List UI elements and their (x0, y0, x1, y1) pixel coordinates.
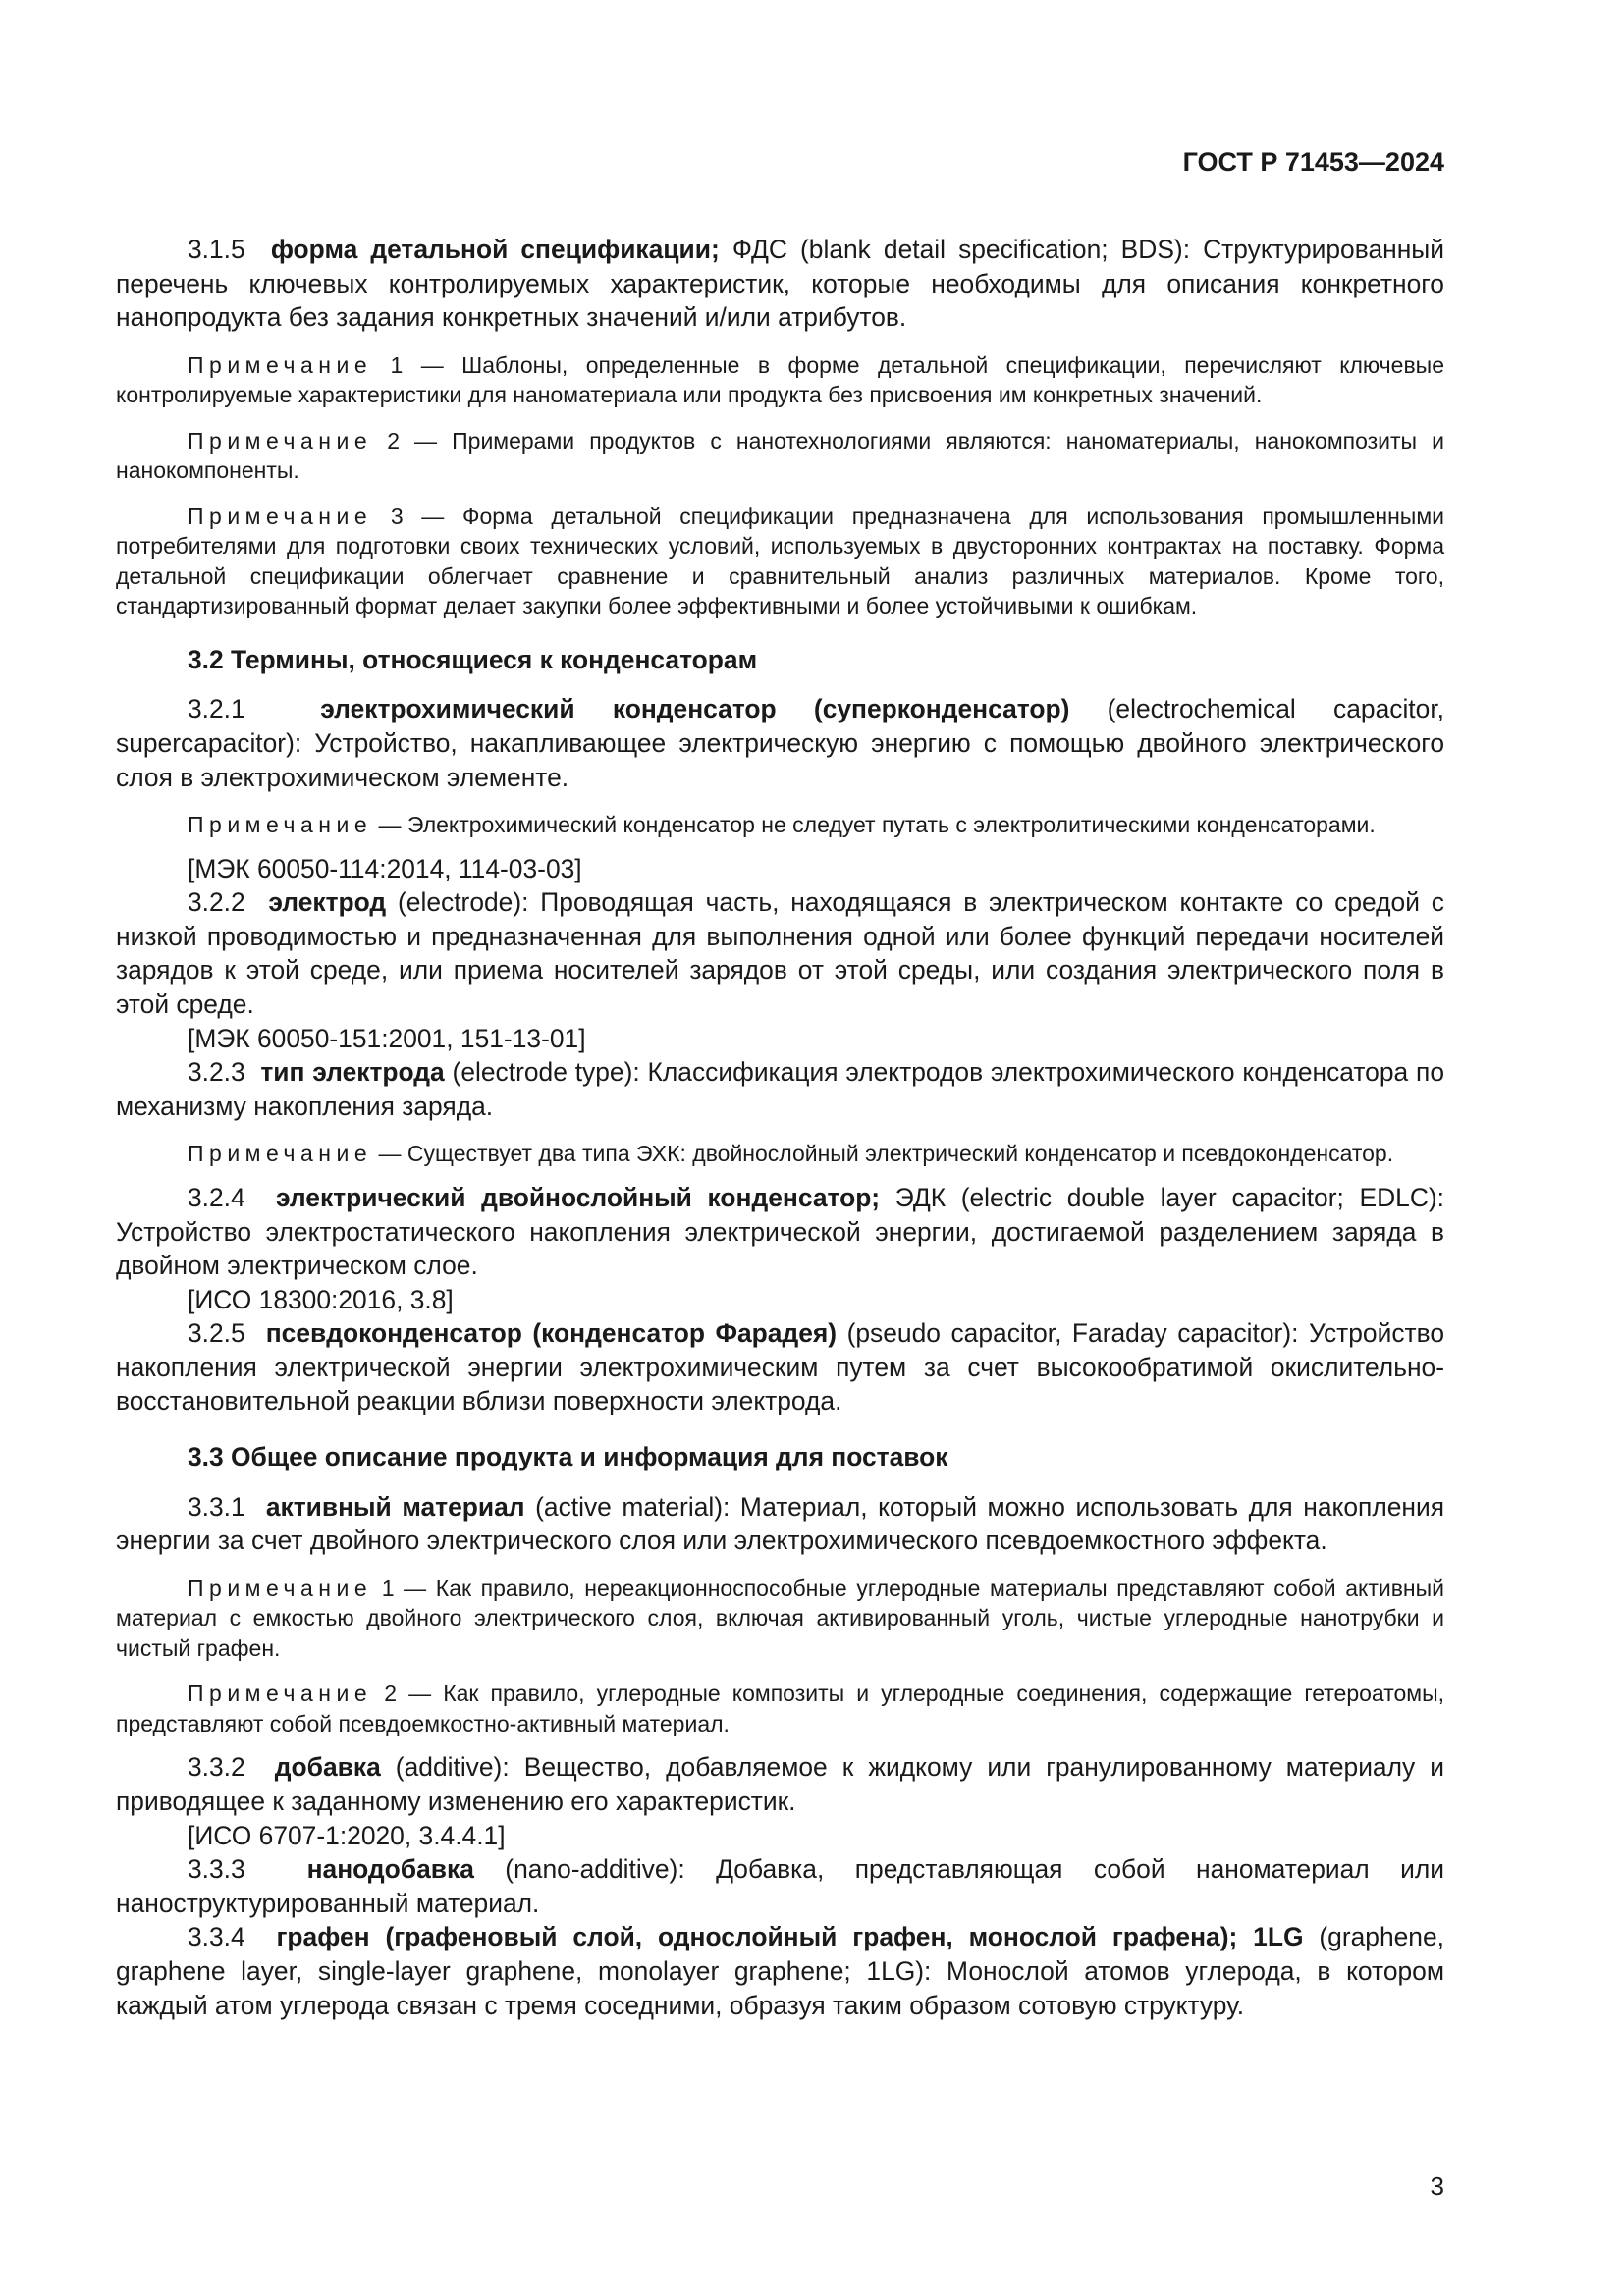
source-reference: [ИСО 18300:2016, 3.8] (188, 1284, 454, 1314)
source-reference: [МЭК 60050-151:2001, 151-13-01] (188, 1023, 586, 1053)
term-definition: (nano-additive): Добавка, представляющая собой наноматериал или наноструктурированный материал. (116, 1854, 1445, 1918)
section-heading-3-2: 3.2 Термины, относящиеся к конденсаторам (188, 644, 758, 674)
note-text: 1 — Как правило, нереакционноспособные углеродные материалы представляют собой активный материал с емкостью двойного электрического слоя, включая активированный уголь, чистые углеродные нанотрубки и чистый графен. (116, 1575, 1444, 1661)
term-entry-3-3-3 (116, 1852, 1444, 1920)
term-entry-3-2-4 (116, 1181, 1444, 1283)
term-number: 3.2.3 (188, 1057, 245, 1088)
term-number: 3.3.1 (188, 1491, 245, 1522)
term-name: активный материал (265, 1491, 525, 1522)
term-definition: (additive): Вещество, добавляемое к жидкому или гранулированному материалу и приводящее к заданному изменению его характеристик. (116, 1752, 1444, 1816)
note-3-2-3 (116, 1139, 1444, 1169)
note-label: Примечание (188, 503, 373, 529)
note-3-2-1 (116, 810, 1444, 840)
term-definition: ФДС (blank detail specification; BDS): Структурированный перечень ключевых контролируемых характеристик, которые необходимы для описания конкретного нанопродукта без задания конкретных значений и/или атрибутов. (116, 235, 1444, 333)
term-name: электрохимический конденсатор (суперконденсатор) (320, 694, 1070, 724)
note-text: 2 — Примерами продуктов с нанотехнологиями являются: наноматериалы, нанокомпозиты и нанокомпоненты. (116, 427, 1444, 484)
note-3-3-1-1 (116, 1574, 1444, 1664)
term-number: 3.3.2 (188, 1752, 245, 1783)
term-definition: (graphene, graphene layer, single-layer graphene, monolayer graphene; 1LG): Монослой атомов углерода, в котором каждый атом углерода связан с тремя соседними, образуя таким образом сотовую структуру. (116, 1922, 1444, 2020)
term-number: 3.3.3 (188, 1854, 245, 1885)
note-3-1-5-2 (116, 426, 1444, 486)
term-number: 3.2.2 (188, 887, 245, 918)
note-label: Примечание (188, 812, 373, 838)
note-3-1-5-3 (116, 502, 1444, 621)
term-name: форма детальной спецификации; (270, 235, 720, 264)
note-label: Примечание (188, 1681, 373, 1707)
term-definition: (electrode type): Классификация электродов электрохимического конденсатора по механизму накопления заряда. (116, 1057, 1444, 1121)
term-name: электрод (268, 887, 387, 918)
term-entry-3-2-2 (116, 885, 1444, 1021)
term-definition: ЭДК (electric double layer capacitor; EDLC): Устройство электростатического накопления электрической энергии, достигаемой разделением заряда в двойном электрическом слое. (116, 1182, 1445, 1281)
source-reference: [ИСО 6707-1:2020, 3.4.4.1] (188, 1820, 506, 1850)
note-3-1-5-1 (116, 350, 1444, 410)
note-text: — Электрохимический конденсатор не следует путать с электролитическими конденсаторами. (372, 812, 1376, 838)
term-entry-3-3-1 (116, 1490, 1444, 1558)
term-definition: (electrode): Проводящая часть, находящаяся в электрическом контакте со средой с низкой проводимостью и предназначенная для выполнения одной или более функций передачи носителей зарядов к этой среде, или приема носителей зарядов от этой среды, или создания электрического поля в этой среде. (116, 887, 1445, 1020)
note-text: 3 — Форма детальной спецификации предназначена для использования промышленными потребителями для подготовки своих технических условий, используемых в двусторонних контрактах на поставку. Форма детальной спецификации облегчает сравнение и сравнительный анализ различных материалов. Кроме того, стандартизированный формат делает закупки более эффективными и более устойчивыми к ошибкам. (116, 503, 1444, 619)
document-header: ГОСТ Р 71453—2024 (1182, 147, 1444, 177)
term-number: 3.2.4 (188, 1182, 245, 1212)
term-entry-3-2-3 (116, 1055, 1444, 1123)
term-entry-3-2-1 (116, 692, 1444, 794)
note-label: Примечание (188, 427, 373, 454)
term-entry-3-2-5 (116, 1316, 1444, 1418)
page-number: 3 (1430, 2171, 1444, 2201)
term-name: графен (графеновый слой, однослойный графен, монослой графена); 1LG (276, 1922, 1304, 1952)
term-number: 3.1.5 (188, 235, 245, 264)
term-number: 3.2.1 (188, 694, 245, 724)
term-entry-3-3-2 (116, 1750, 1444, 1818)
term-name: добавка (274, 1752, 381, 1783)
note-text: 1 — Шаблоны, определенные в форме детальной спецификации, перечисляют ключевые контролируемые характеристики для наноматериала или продукта без присвоения им конкретных значений. (116, 351, 1444, 408)
note-label: Примечание (188, 1141, 373, 1167)
term-number: 3.3.4 (188, 1922, 245, 1952)
term-number: 3.2.5 (188, 1318, 245, 1349)
term-name: электрический двойнослойный конденсатор; (275, 1182, 881, 1212)
term-name: тип электрода (260, 1057, 445, 1088)
note-label: Примечание (188, 351, 373, 378)
term-entry-3-3-4 (116, 1920, 1444, 2022)
note-label: Примечание (188, 1575, 373, 1601)
note-3-3-1-2 (116, 1679, 1444, 1738)
source-reference: [МЭК 60050-114:2014, 114-03-03] (188, 853, 582, 883)
term-name: нанодобавка (306, 1854, 474, 1885)
term-entry-3-1-5 (116, 233, 1444, 335)
term-definition: (electrochemical capacitor, supercapacitor): Устройство, накапливающее электрическую энергию с помощью двойного электрического слоя в электрохимическом элементе. (116, 694, 1444, 792)
term-definition: (pseudo capacitor, Faraday capacitor): Устройство накопления электрической энергии электрохимическим путем за счет высокообратимой окислительно-восстановительной реакции вблизи поверхности электрода. (116, 1318, 1445, 1416)
term-name: псевдоконденсатор (конденсатор Фарадея) (265, 1318, 838, 1349)
term-definition: (active material): Материал, который можно использовать для накопления энергии за счет двойного электрического слоя или электрохимического псевдоемкостного эффекта. (116, 1491, 1444, 1556)
note-text: 2 — Как правило, углеродные композиты и углеродные соединения, содержащие гетероатомы, представляют собой псевдоемкостно-активный материал. (116, 1681, 1444, 1736)
note-text: — Существует два типа ЭХК: двойнослойный электрический конденсатор и псевдоконденсатор. (372, 1141, 1394, 1167)
section-heading-3-3: 3.3 Общее описание продукта и информация для поставок (188, 1442, 948, 1472)
